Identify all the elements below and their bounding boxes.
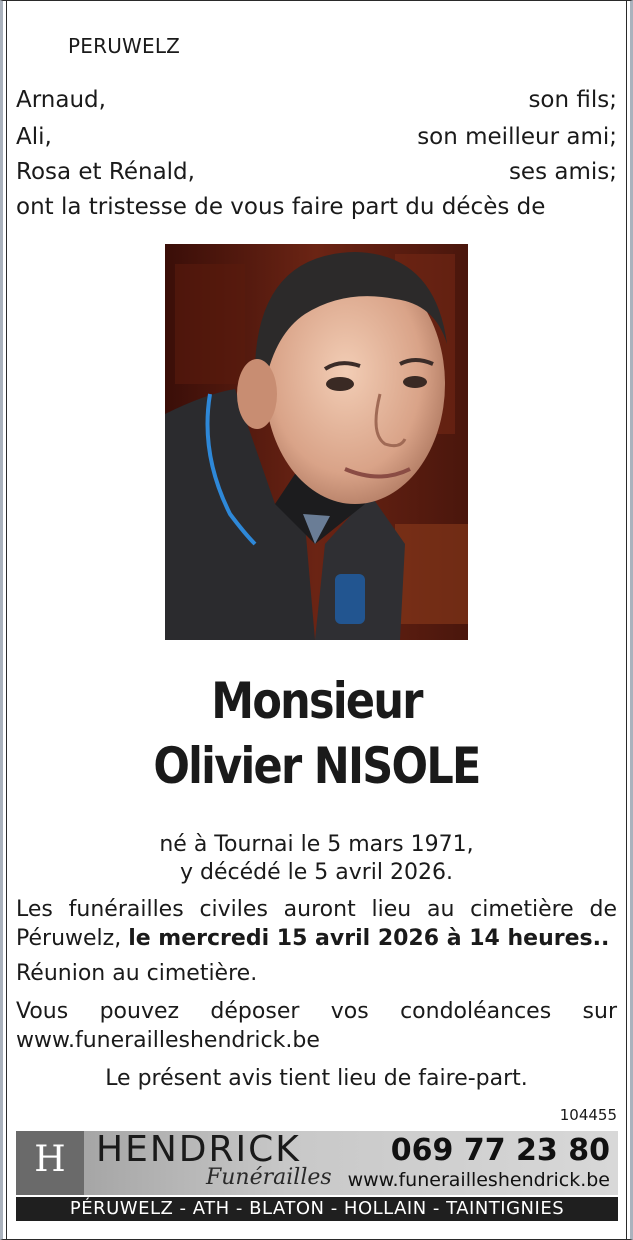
announcement-intro: ont la tristesse de vous faire part du décès de: [16, 194, 546, 220]
funeral-place: Péruwelz,: [16, 926, 122, 951]
logo-letter: H: [34, 1139, 66, 1180]
family-row: [16, 123, 617, 151]
birth-line: né à Tournai le 5 mars 1971,: [159, 832, 474, 857]
family-row: [16, 86, 617, 114]
notice-text: Le présent avis tient lieu de faire-part.: [105, 1066, 528, 1091]
family-relation: son fils;: [528, 87, 617, 113]
funeral-text-line2: [16, 926, 609, 951]
funeral-date: le mercredi 15 avril 2026 à 14 heures..: [128, 926, 610, 951]
deceased-title: Monsieur: [211, 672, 422, 730]
funeral-text-line1: Les funérailles civiles auront lieu au cimetière de: [16, 897, 617, 922]
meeting-info: Réunion au cimetière.: [16, 961, 258, 986]
brand-name: HENDRICK: [96, 1129, 301, 1170]
portrait-photo: [165, 244, 468, 640]
funeral-home-ad: [16, 1131, 618, 1195]
condolences-website[interactable]: www.funerailleshendrick.be: [16, 1028, 320, 1053]
brand-subtitle: Funérailles: [206, 1165, 332, 1190]
family-name: Rosa et Rénald,: [16, 159, 195, 185]
family-relation: ses amis;: [508, 159, 617, 185]
family-name: Ali,: [16, 124, 52, 150]
condolences-line1: Vous pouvez déposer vos condoléances sur: [16, 999, 617, 1024]
deceased-name: Olivier NISOLE: [153, 737, 480, 795]
family-row: [16, 158, 617, 186]
locations-bar: PÉRUWELZ - ATH - BLATON - HOLLAIN - TAINTIGNIES: [16, 1197, 618, 1221]
family-relation: son meilleur ami;: [417, 124, 617, 150]
reference-number: 104455: [559, 1106, 617, 1124]
ad-website[interactable]: www.funerailleshendrick.be: [347, 1169, 610, 1191]
city-heading: PERUWELZ: [68, 34, 181, 58]
phone-number[interactable]: 069 77 23 80: [390, 1133, 610, 1168]
hendrick-logo: [16, 1131, 84, 1195]
family-name: Arnaud,: [16, 87, 106, 113]
death-line: y décédé le 5 avril 2026.: [179, 860, 453, 885]
